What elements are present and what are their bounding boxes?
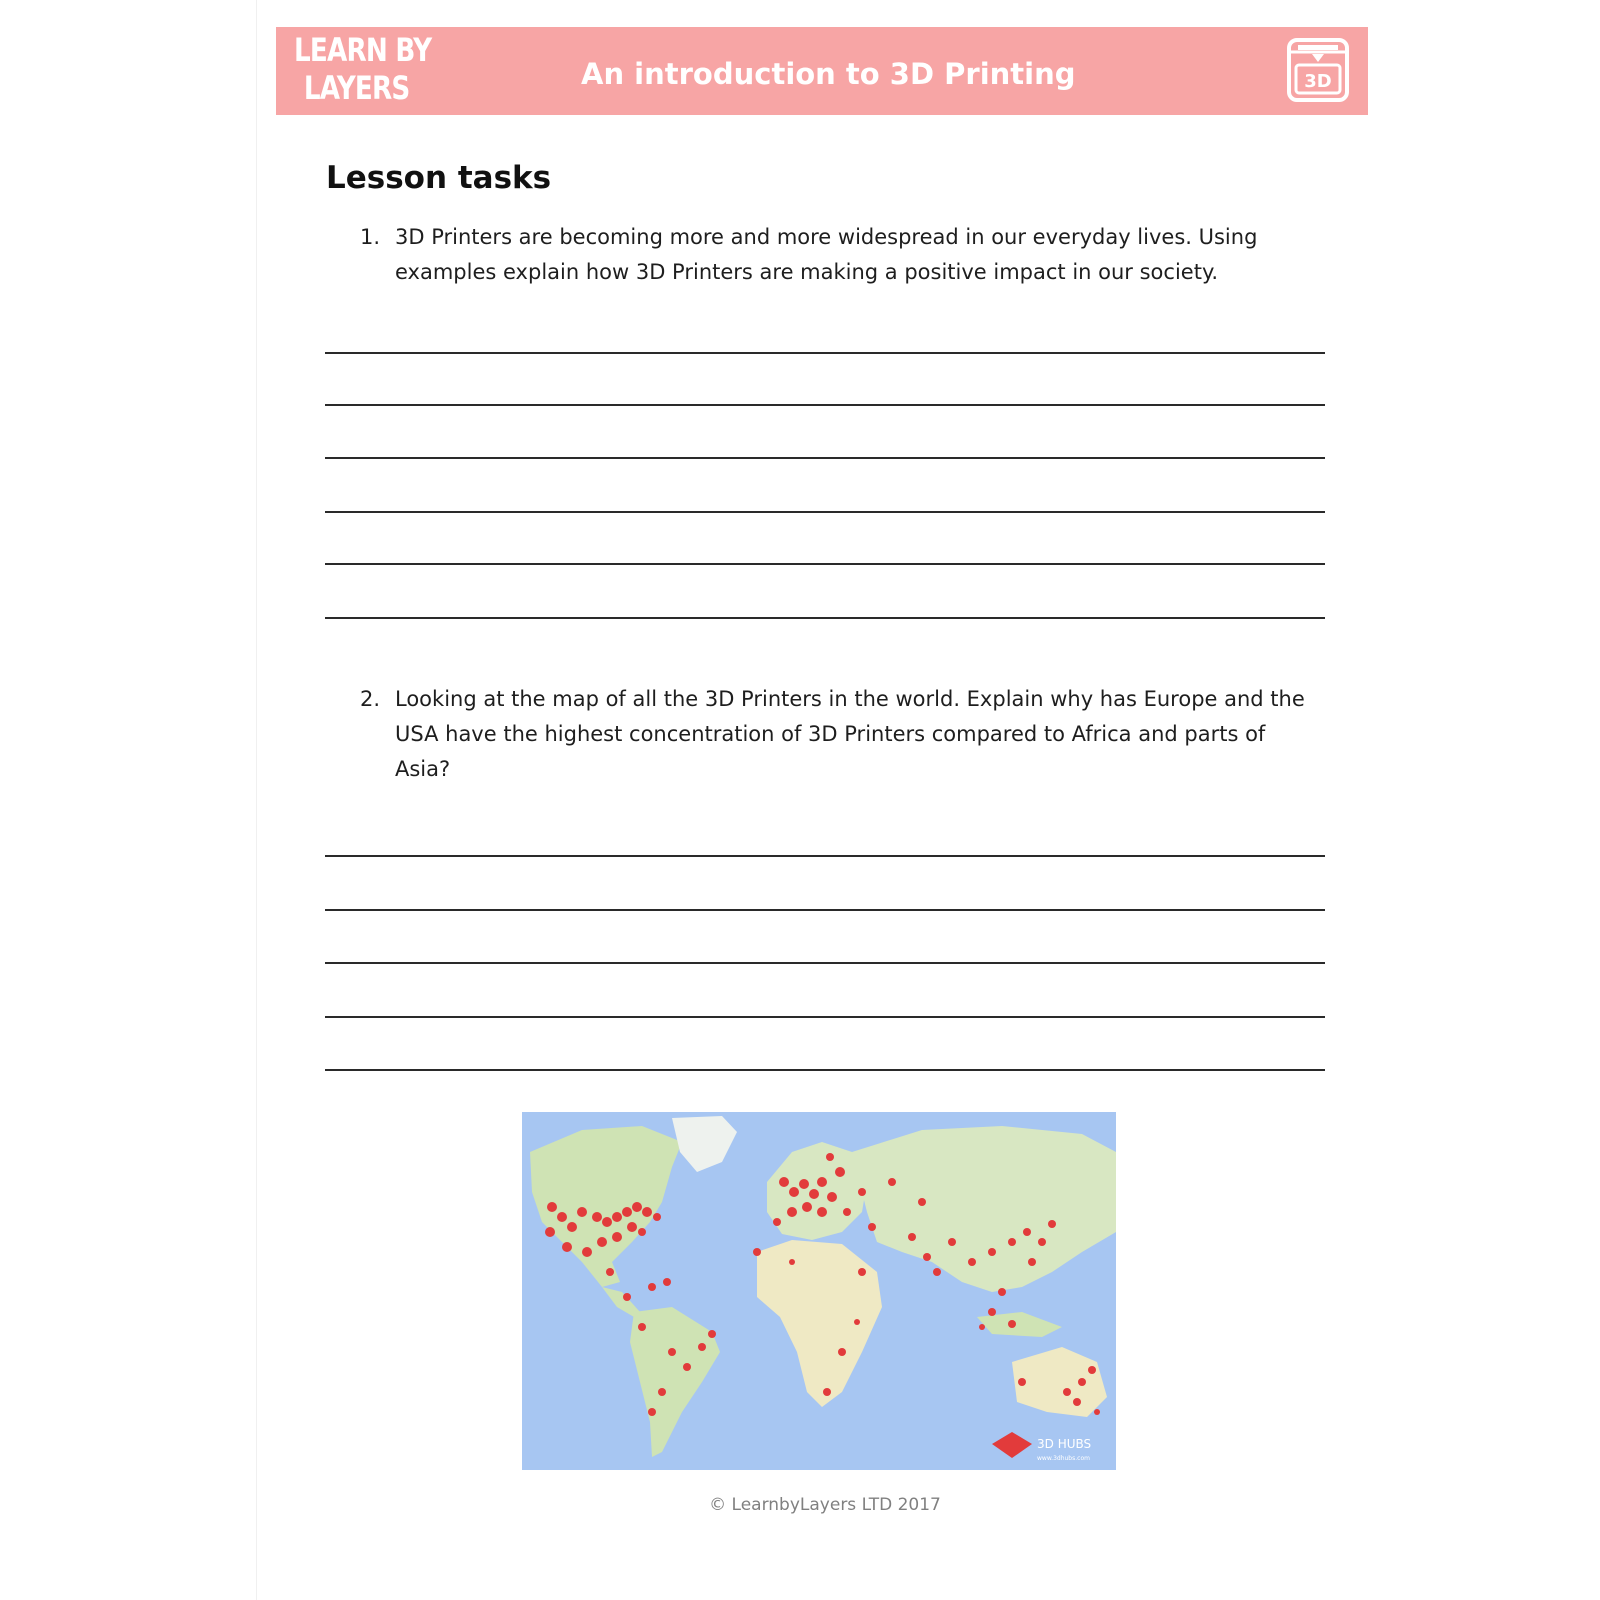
answer-line[interactable] [325, 1016, 1325, 1018]
task-number: 1. [360, 225, 381, 249]
answer-line[interactable] [325, 909, 1325, 911]
world-map-image [522, 1112, 1116, 1470]
brand-logo [294, 31, 464, 111]
answer-line[interactable] [325, 563, 1325, 565]
3d-label: 3D [1304, 71, 1332, 92]
answer-line[interactable] [325, 352, 1325, 354]
brand-line-1: LEARN BY [294, 31, 432, 69]
answer-line[interactable] [325, 457, 1325, 459]
3d-printer-icon [1286, 37, 1350, 103]
section-title: Lesson tasks [326, 160, 552, 196]
3d-hubs-label: 3D HUBS [1037, 1437, 1092, 1451]
brand-line-2: LAYERS [303, 69, 410, 107]
worksheet-title: An introduction to 3D Printing [581, 57, 1076, 91]
answer-line[interactable] [325, 511, 1325, 513]
task-1 [360, 220, 1320, 290]
task-text: 3D Printers are becoming more and more widespread in our everyday lives. Using examples explain how 3D Printers are making a positive impact in our society. [395, 225, 1258, 284]
answer-line[interactable] [325, 855, 1325, 857]
answer-line[interactable] [325, 962, 1325, 964]
answer-line[interactable] [325, 617, 1325, 619]
worksheet-header [276, 27, 1368, 115]
task-number: 2. [360, 687, 381, 711]
answer-line[interactable] [325, 404, 1325, 406]
task-2 [360, 682, 1320, 787]
page-edge [256, 0, 257, 1600]
answer-line[interactable] [325, 1069, 1325, 1071]
task-text: Looking at the map of all the 3D Printers in the world. Explain why has Europe and the USA have the highest concentration of 3D Printers compared to Africa and parts of Asia? [395, 687, 1305, 781]
copyright-notice: © LearnbyLayers LTD 2017 [709, 1495, 941, 1515]
3d-hubs-url: www.3dhubs.com [1037, 1455, 1090, 1462]
